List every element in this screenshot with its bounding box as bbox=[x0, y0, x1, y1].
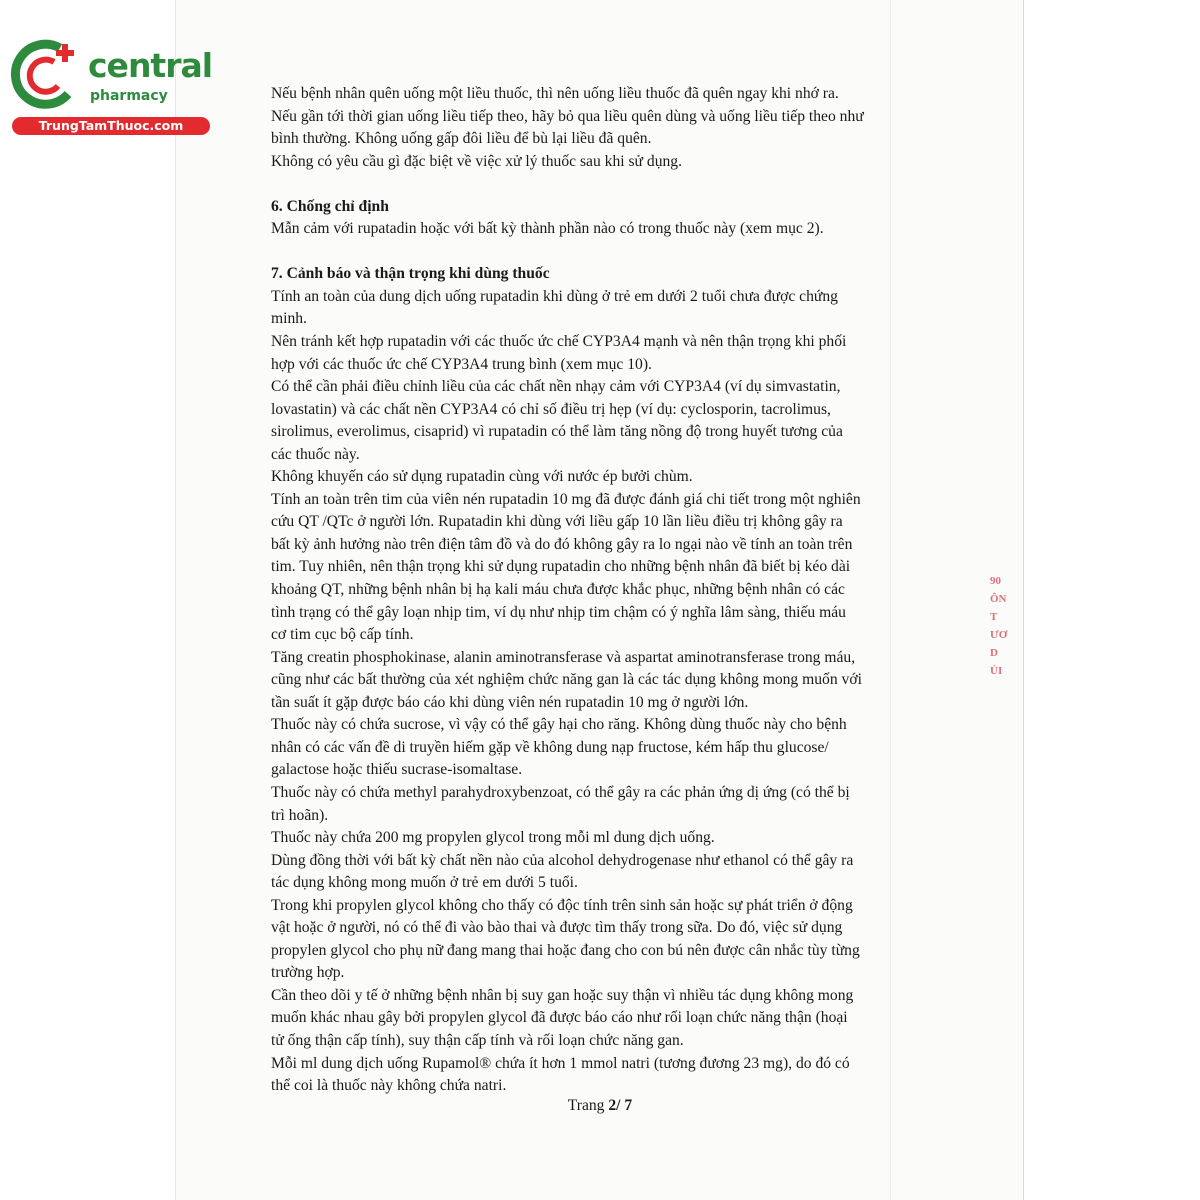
paragraph-line: Không có yêu cầu gì đặc biệt về việc xử lý thuốc sau khi sử dụng. bbox=[271, 152, 682, 170]
stamp-text: ƯƠ bbox=[990, 629, 1008, 641]
paragraph-line: tác dụng không mong muốn ở trẻ em dưới 5 tuổi. bbox=[271, 874, 578, 892]
paragraph-line: tim. Tuy nhiên, nên thận trọng khi sử dụng rupatadin cho những bệnh nhân đã biết bị kéo dài bbox=[271, 558, 851, 576]
paragraph-line: Mỗi ml dung dịch uống Rupamol® chứa ít hơn 1 mmol natri (tương đương 23 mg), do đó có bbox=[271, 1054, 850, 1072]
paragraph-line: bình thường. Không uống gấp đôi liều để bù lại liều đã quên. bbox=[271, 130, 652, 148]
paragraph-line: hợp với các thuốc ức chế CYP3A4 trung bình (xem mục 10). bbox=[271, 355, 652, 373]
section-heading: 6. Chống chỉ định bbox=[271, 197, 389, 215]
stamp-text: T bbox=[990, 611, 998, 623]
paragraph-line: cũng như các bất thường của xét nghiệm chức năng gan là các tác dụng không mong muốn với bbox=[271, 671, 862, 689]
logo-sub: pharmacy bbox=[90, 88, 168, 104]
paragraph-line: trì hoãn). bbox=[271, 806, 329, 824]
paragraph-line: sirolimus, everolimus, cisaprid) vì rupatadin có thể làm tăng nồng độ trong huyết tương của bbox=[271, 423, 843, 441]
paragraph-line: Thuốc này có chứa methyl parahydroxybenzoat, có thể gây ra các phản ứng dị ứng (có thể bị bbox=[271, 783, 850, 801]
paragraph-line: lovastatin) và các chất nền CYP3A4 có chỉ số điều trị hẹp (ví dụ: cyclosporin, tacrolimus, bbox=[271, 400, 831, 418]
paragraph-line: galactose hoặc thiếu sucrase-isomaltase. bbox=[271, 761, 523, 779]
section-heading: 7. Cảnh báo và thận trọng khi dùng thuốc bbox=[271, 265, 550, 283]
paragraph-line: khoảng QT, những bệnh nhân bị hạ kali máu chưa được khắc phục, những bệnh nhân có các bbox=[271, 581, 845, 599]
spacer bbox=[271, 241, 931, 264]
paragraph-line: muốn khác nhau gây bởi propylen glycol đã được báo cáo như rối loạn chức năng thận (hoại bbox=[271, 1009, 848, 1027]
paragraph-line: minh. bbox=[271, 310, 307, 328]
paragraph-line: trường hợp. bbox=[271, 964, 345, 982]
paragraph-line: Trong khi propylen glycol không cho thấy có độc tính trên sinh sản hoặc sự phát triển ở động bbox=[271, 896, 853, 914]
paragraph-line: Tính an toàn của dung dịch uống rupatadin khi dùng ở trẻ em dưới 2 tuổi chưa được chứng bbox=[271, 287, 838, 305]
paragraph-line: thể coi là thuốc này không chứa natri. bbox=[271, 1077, 507, 1095]
paragraph-line: Dùng đồng thời với bất kỳ chất nền nào của alcohol dehydrogenase như ethanol có thể gây ra bbox=[271, 851, 854, 869]
page-number: 2/ 7 bbox=[608, 1097, 633, 1114]
paragraph-line: Cần theo dõi y tế ở những bệnh nhân bị suy gan hoặc suy thận vì nhiều tác dụng không mong bbox=[271, 986, 854, 1004]
paragraph-line: Thuốc này chứa 200 mg propylen glycol trong mỗi ml dung dịch uống. bbox=[271, 829, 715, 847]
logo-site: TrungTamThuoc.com bbox=[12, 117, 210, 135]
paragraph-line: Nên tránh kết hợp rupatadin với các thuốc ức chế CYP3A4 mạnh và nên thận trọng khi phối bbox=[271, 333, 847, 351]
paragraph-line: Tăng creatin phosphokinase, alanin aminotransferase và aspartat aminotransferase trong máu, bbox=[271, 648, 856, 666]
paragraph-line: bất kỳ ảnh hưởng nào trên điện tâm đồ và do đó không gây ra lo ngại nào về tính an toàn trên bbox=[271, 535, 853, 553]
paragraph-line: Thuốc này có chứa sucrose, vì vậy có thể gây hại cho răng. Không dùng thuốc này cho bệnh bbox=[271, 716, 847, 734]
red-stamp-fragment bbox=[990, 572, 1022, 722]
page-footer bbox=[0, 1097, 1200, 1115]
paragraph-line: vật hoặc ở người, nó có thể đi vào bào thai và được tìm thấy trong sữa. Do đó, việc sử dụng bbox=[271, 919, 843, 937]
stamp-text: ÔN bbox=[990, 593, 1007, 605]
paragraph-line: Mẫn cảm với rupatadin hoặc với bất kỳ thành phần nào có trong thuốc này (xem mục 2). bbox=[271, 220, 824, 238]
paragraph-line: Có thể cần phải điều chỉnh liều của các chất nền nhạy cảm với CYP3A4 (ví dụ simvastatin, bbox=[271, 378, 841, 396]
paragraph-line: Tính an toàn trên tim của viên nén rupatadin 10 mg đã được đánh giá chi tiết trong một nghiên bbox=[271, 490, 861, 508]
stamp-text: D bbox=[990, 647, 998, 659]
logo-brand: central bbox=[88, 46, 213, 85]
paragraph-line: Không khuyến cáo sử dụng rupatadin cùng với nước ép bưởi chùm. bbox=[271, 468, 693, 486]
paragraph-line: cơ tim cục bộ cấp tính. bbox=[271, 626, 414, 644]
paragraph-line: cứu QT /QTc ở người lớn. Rupatadin khi dùng với liều gấp 10 lần liều điều trị không gây ra bbox=[271, 513, 843, 531]
paragraph-line: propylen glycol cho phụ nữ đang mang thai hoặc đang cho con bú nên được cân nhắc tùy từng bbox=[271, 941, 860, 959]
paragraph-line: tình trạng có thể gây loạn nhịp tim, ví dụ như nhịp tim chậm có ý nghĩa lâm sàng, thiếu máu bbox=[271, 603, 846, 621]
document-body bbox=[271, 83, 931, 1098]
paragraph-line: tần suất ít gặp được báo cáo khi dùng viên nén rupatadin 10 mg ở người lớn. bbox=[271, 693, 749, 711]
logo-mark-icon bbox=[10, 38, 90, 118]
paragraph-line: Nếu bệnh nhân quên uống một liều thuốc, thì nên uống liều thuốc đã quên ngay khi nhớ ra. bbox=[271, 85, 839, 102]
stamp-text: ỦI bbox=[990, 665, 1003, 677]
paragraph-line: nhân có các vấn đề di truyền hiếm gặp về không dung nạp fructose, kém hấp thu glucose/ bbox=[271, 738, 829, 756]
stamp-text: 90 bbox=[990, 575, 1001, 587]
page-label: Trang bbox=[567, 1097, 609, 1114]
paragraph-line: các thuốc này. bbox=[271, 445, 360, 463]
paragraph-line: Nếu gần tới thời gian uống liều tiếp theo, hãy bỏ qua liều quên dùng và uống liều tiếp theo như bbox=[271, 107, 864, 125]
spacer bbox=[271, 173, 931, 196]
paragraph-line: tử ống thận cấp tính), suy thận cấp tính và rối loạn chức năng gan. bbox=[271, 1031, 684, 1049]
